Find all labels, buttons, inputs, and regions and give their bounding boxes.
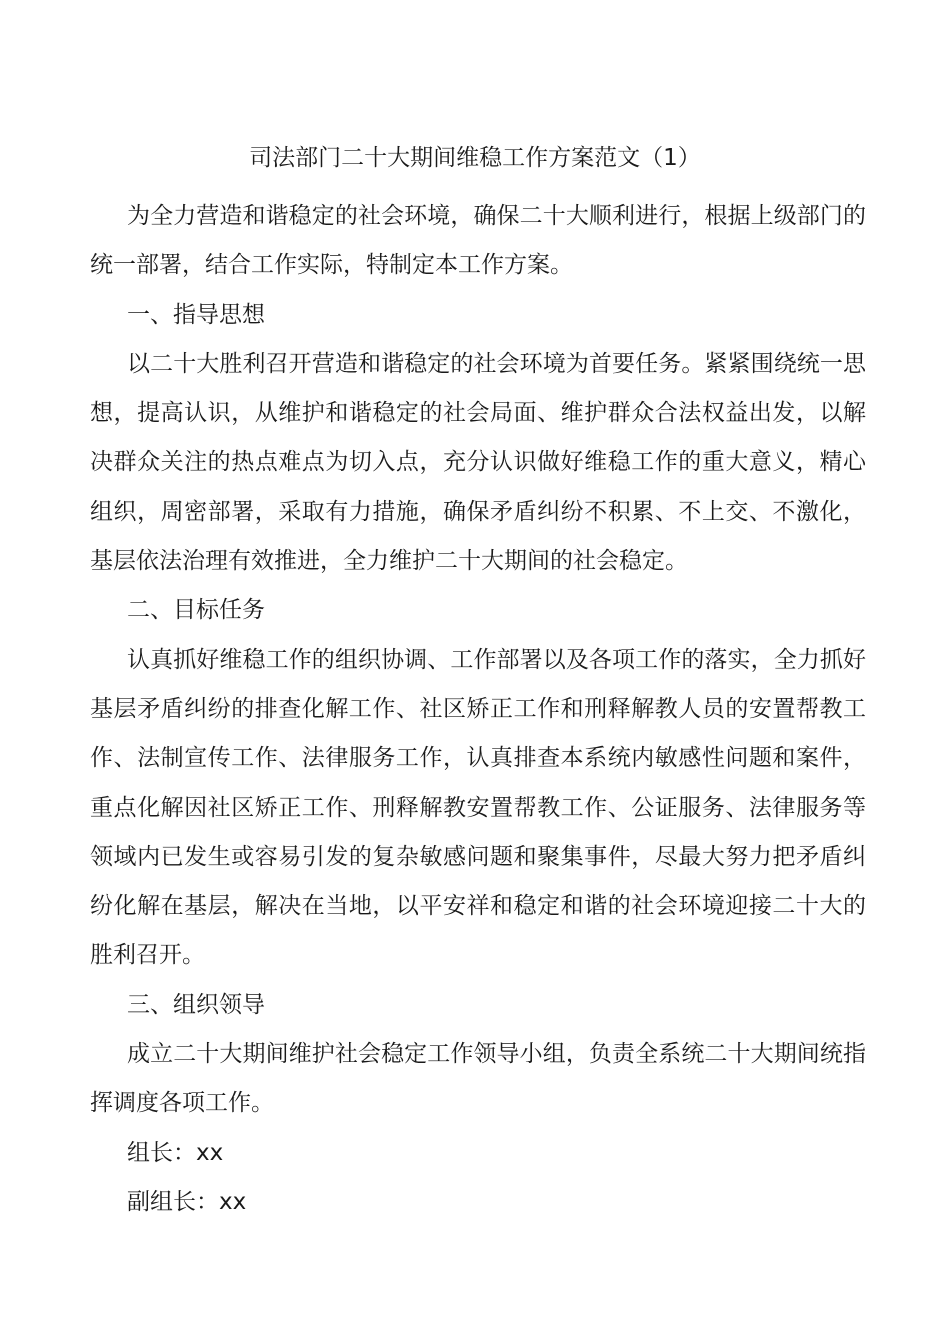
section-heading-organization: 三、组织领导	[127, 991, 265, 1018]
document-title: 司法部门二十大期间维稳工作方案范文（1）	[249, 145, 701, 171]
objectives-paragraph: 认真抓好维稳工作的组织协调、工作部署以及各项工作的落实，全力抓好基层矛盾纠纷的排查化解工作、社区矫正工作和刑释解教人员的安置帮教工作、法制宣传工作、法律服务工作，认真排查本系统内敏感性问题和案件，重点化解因社区矫正工作、刑释解教安置帮教工作、公证服务、法律服务等领域内已发生或容易引发的复杂敏感问题和聚集事件，尽最大努力把矛盾纠纷化解在基层，解决在当地，以平安祥和稳定和谐的社会环境迎接二十大的胜利召开。	[90, 646, 866, 969]
organization-paragraph: 成立二十大期间维护社会稳定工作领导小组，负责全系统二十大期间统指挥调度各项工作。	[90, 1041, 866, 1117]
section-heading-objectives: 二、目标任务	[127, 597, 265, 624]
document-body	[90, 192, 866, 1227]
group-leader-line: 组长：xx	[127, 1139, 224, 1166]
guiding-ideology-paragraph: 以二十大胜利召开营造和谐稳定的社会环境为首要任务。紧紧围绕统一思想，提高认识，从维护和谐稳定的社会局面、维护群众合法权益出发，以解决群众关注的热点难点为切入点，充分认识做好维稳工作的重大意义，精心组织，周密部署，采取有力措施，确保矛盾纠纷不积累、不上交、不激化，基层依法治理有效推进，全力维护二十大期间的社会稳定。	[90, 350, 866, 575]
deputy-group-leader-line: 副组长：xx	[127, 1188, 247, 1215]
intro-paragraph: 为全力营造和谐稳定的社会环境，确保二十大顺利进行，根据上级部门的统一部署，结合工作实际，特制定本工作方案。	[90, 203, 866, 279]
section-heading-guiding-ideology: 一、指导思想	[127, 301, 265, 328]
